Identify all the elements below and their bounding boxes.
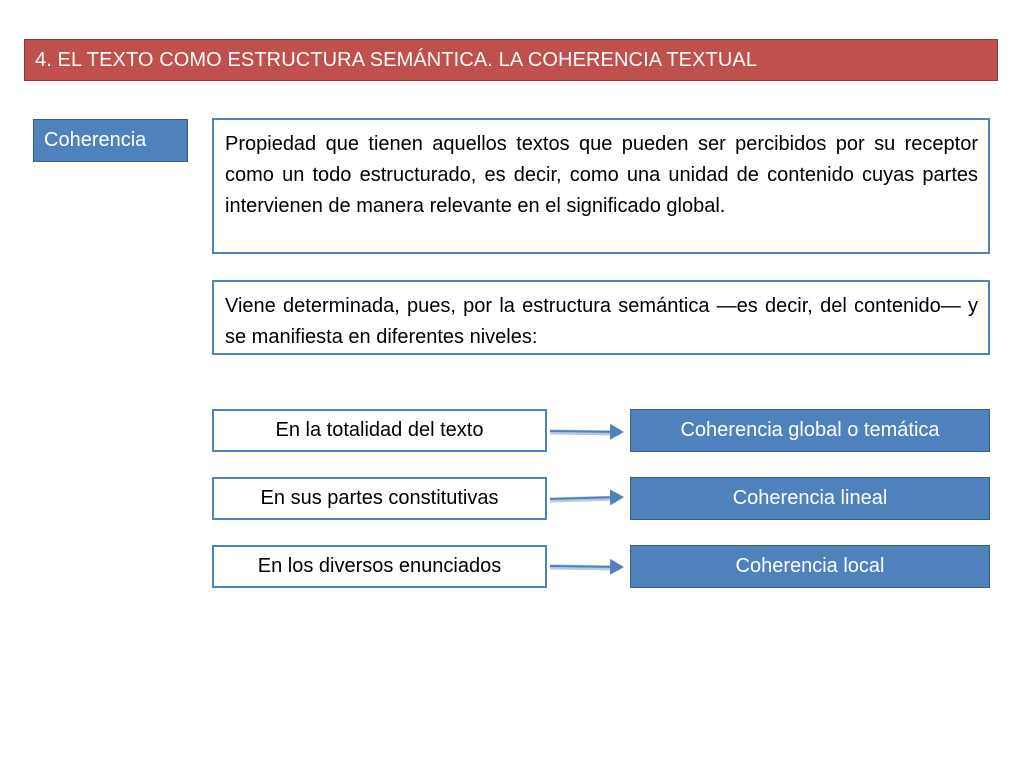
result-box-local: Coherencia local (630, 545, 990, 588)
level-box-partes: En sus partes constitutivas (212, 477, 547, 520)
definition-box: Propiedad que tienen aquellos textos que pueden ser percibidos por su receptor como un todo estructurado, es decir, como una unidad de contenido cuyas partes intervienen de manera relevante en el significado global. (212, 118, 990, 254)
arrow-row-2 (550, 497, 622, 500)
level-box-enunciados: En los diversos enunciados (212, 545, 547, 588)
levels-intro-box: Viene determinada, pues, por la estructura semántica —es decir, del contenido— y se manifiesta en diferentes niveles: (212, 280, 990, 355)
arrow-row-1 (550, 431, 622, 433)
slide-title: 4. EL TEXTO COMO ESTRUCTURA SEMÁNTICA. LA COHERENCIA TEXTUAL (24, 39, 998, 81)
level-box-totalidad: En la totalidad del texto (212, 409, 547, 452)
result-box-global: Coherencia global o temática (630, 409, 990, 452)
term-coherencia-box: Coherencia (33, 119, 188, 162)
arrow-row-3 (550, 566, 622, 568)
result-box-lineal: Coherencia lineal (630, 477, 990, 520)
